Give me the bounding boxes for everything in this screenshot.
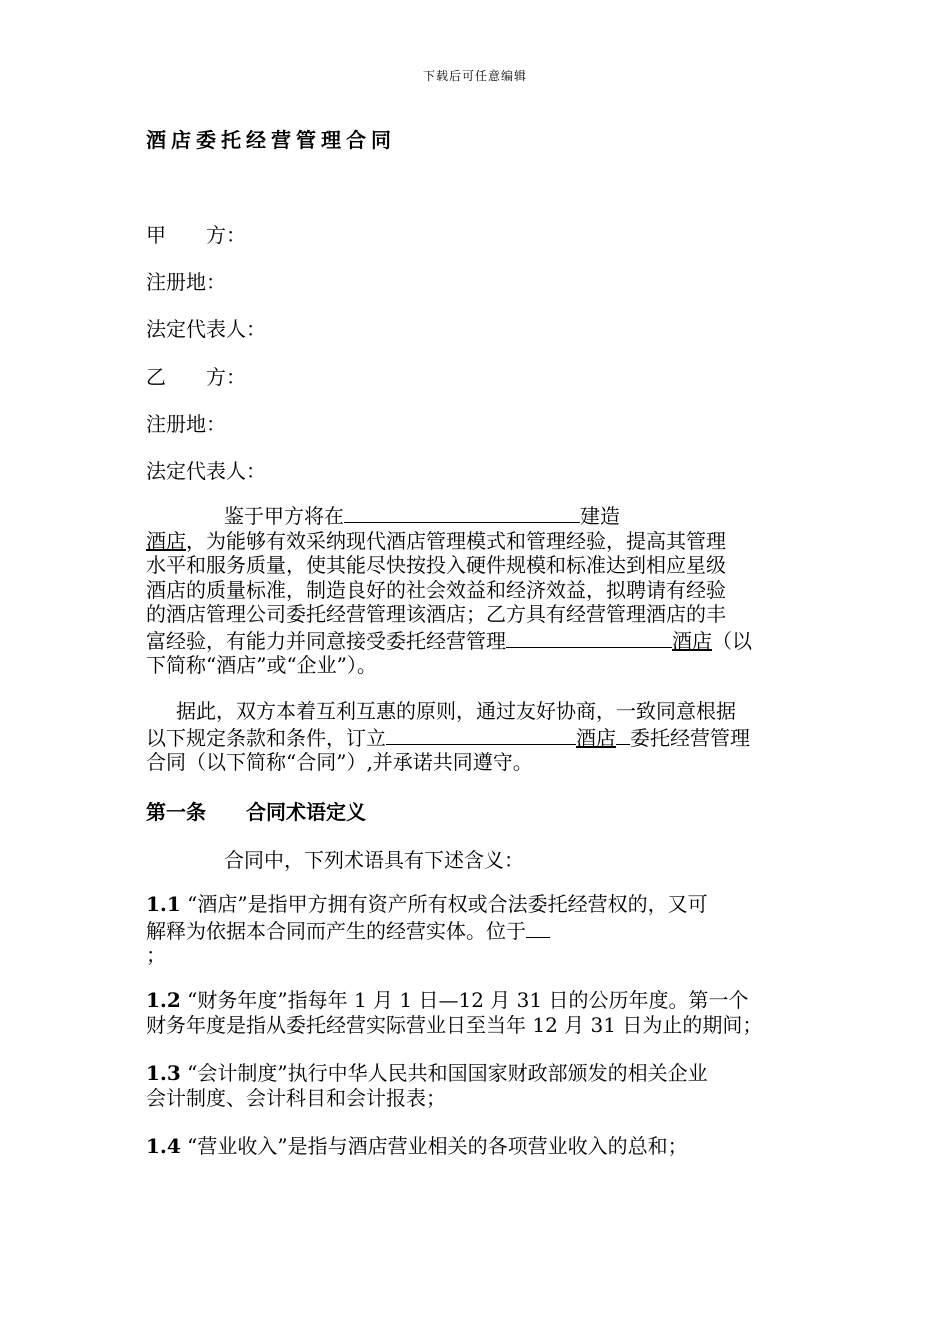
party-a-legal-representative: 法定代表人： [146, 317, 266, 341]
preamble-text: 下简称“酒店”或“企业”）。 [146, 653, 377, 677]
party-b-registered-address: 注册地： [146, 412, 226, 436]
preamble-text: 建造 [580, 504, 620, 528]
clause-1-3 [146, 1061, 806, 1110]
document-title: 酒店委托经营管理合同 [146, 128, 396, 152]
blank-location-line [344, 502, 580, 523]
agreement-text: 以下规定条款和条件，订立 [146, 725, 386, 750]
agreement-text: 据此，双方本着互利互惠的原则，通过友好协商，一致同意根据 [176, 699, 736, 723]
clause-text: “营业收入”是指与酒店营业相关的各项营业收入的总和； [187, 1134, 688, 1158]
section-intro: 合同中，下列术语具有下述含义： [224, 848, 524, 872]
preamble-text: 富经验，有能力并同意接受委托经营管理 [146, 628, 506, 653]
section-title: 合同术语定义 [246, 800, 366, 824]
party-b-legal-representative: 法定代表人： [146, 459, 266, 483]
blank-hotel-line [506, 627, 672, 648]
section-heading [146, 796, 366, 825]
section-number: 第一条 [146, 800, 206, 824]
clause-text: 解释为依据本合同而产生的经营实体。位于 [146, 918, 526, 943]
clause-1-2 [146, 988, 806, 1037]
agreement-text: 委托经营管理 [630, 725, 750, 750]
party-b-label: 乙 方： [146, 365, 246, 389]
preamble-text: （以 [712, 628, 752, 653]
clause-number: 1.2 [146, 988, 181, 1012]
party-a-registered-address: 注册地： [146, 270, 226, 294]
agreement-paragraph [146, 699, 806, 775]
hotel-name-underlined: 酒店 [672, 628, 712, 653]
clause-text: “酒店”是指甲方拥有资产所有权或合法委托经营权的，又可 [187, 892, 708, 916]
blank-gap-line [616, 724, 630, 745]
clause-1-1 [146, 892, 806, 968]
clause-text: “财务年度”指每年 1 月 1 日—12 月 31 日的公历年度。第一个 [187, 988, 749, 1012]
agreement-text: 合同（以下简称“合同”）,并承诺共同遵守。 [146, 750, 533, 774]
preamble-text: 鉴于甲方将在 [224, 504, 344, 528]
clause-number: 1.3 [146, 1061, 181, 1085]
clause-number: 1.1 [146, 892, 181, 916]
clause-text: “会计制度”执行中华人民共和国国家财政部颁发的相关企业 [187, 1061, 708, 1085]
preamble-paragraph [146, 502, 806, 678]
hotel-name-underlined: 酒店 [576, 725, 616, 750]
preamble-text: 水平和服务质量，使其能尽快按投入硬件规模和标准达到相应星级 [146, 553, 726, 577]
clause-text: 财务年度是指从委托经营实际营业日至当年 12 月 31 日为止的期间； [146, 1012, 763, 1037]
blank-location-line [526, 917, 550, 938]
blank-hotel-line [386, 724, 576, 745]
preamble-text: ，为能够有效采纳现代酒店管理模式和管理经验，提高其管理 [186, 528, 726, 553]
header-note: 下载后可任意编辑 [422, 69, 527, 83]
party-a-label: 甲 方： [146, 223, 246, 247]
preamble-text: 的酒店管理公司委托经营管理该酒店；乙方具有经营管理酒店的丰 [146, 602, 726, 626]
clause-text: ； [146, 943, 166, 967]
preamble-text: 酒店的质量标准，制造良好的社会效益和经济效益，拟聘请有经验 [146, 577, 726, 602]
clause-number: 1.4 [146, 1134, 181, 1158]
clause-1-4 [146, 1134, 806, 1159]
hotel-name-underlined: 酒店 [146, 528, 186, 553]
clause-text: 会计制度、会计科目和会计报表； [146, 1085, 446, 1110]
